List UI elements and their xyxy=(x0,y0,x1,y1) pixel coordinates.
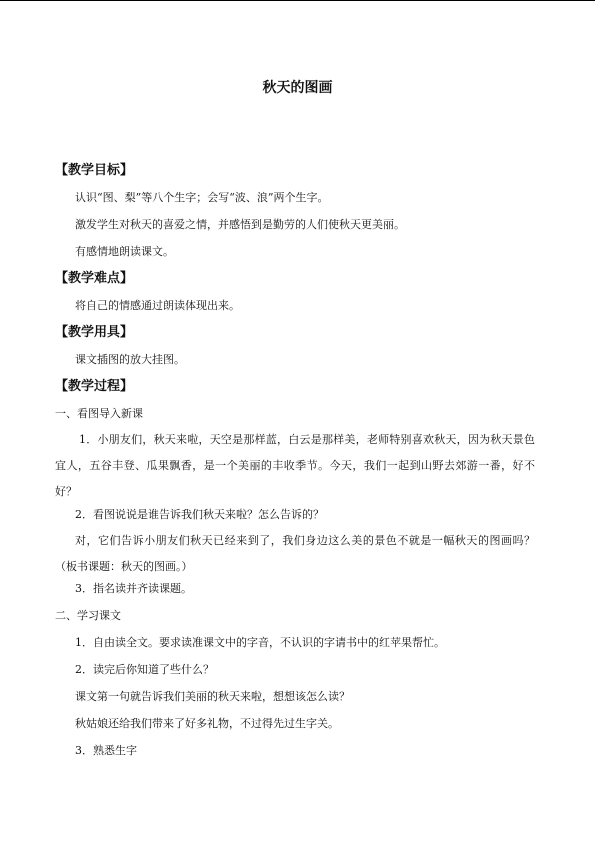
process-part2-paragraph-5: 3．熟悉生字 xyxy=(75,744,137,757)
top-border-line xyxy=(0,0,595,1)
process-part1-paragraph-2: 2．看图说说是谁告诉我们秋天来啦？怎么告诉的？ xyxy=(75,508,324,521)
goal-item-3: 有感情地朗读课文。 xyxy=(75,245,174,258)
process-part2-paragraph-3: 课文第一句就告诉我们美丽的秋天来啦，想想该怎么读？ xyxy=(75,690,350,703)
difficulty-item-1: 将自己的情感通过朗读体现出来。 xyxy=(75,299,240,312)
process-part1-title: 一、看图导入新课 xyxy=(55,407,143,420)
goal-item-1: 认识“图、梨”等八个生字；会写“波、浪”两个生字。 xyxy=(75,191,329,204)
process-part2-paragraph-1: 1．自由读全文。要求读准课文中的字音，不认识的字请书中的红苹果帮忙。 xyxy=(75,636,445,649)
heading-teaching-goals: 【教学目标】 xyxy=(55,163,134,178)
goal-item-2: 激发学生对秋天的喜爱之情，并感悟到是勤劳的人们使秋天更美丽。 xyxy=(75,218,405,231)
process-part1-paragraph-4: 3．指名读并齐读课题。 xyxy=(75,582,192,595)
process-part2-paragraph-2: 2．读完后你知道了些什么？ xyxy=(75,663,214,676)
document-title: 秋天的图画 xyxy=(262,80,333,96)
tool-item-1: 课文插图的放大挂图。 xyxy=(75,353,185,366)
heading-teaching-tools: 【教学用具】 xyxy=(55,325,134,340)
process-part2-title: 二、学习课文 xyxy=(55,609,121,622)
heading-teaching-difficulties: 【教学难点】 xyxy=(55,271,134,286)
process-part2-paragraph-4: 秋姑娘还给我们带来了好多礼物，不过得先过生字关。 xyxy=(75,717,339,730)
process-part1-paragraph-3: 对，它们告诉小朋友们秋天已经来到了，我们身边这么美的景色不就是一幅秋天的图画吗？（板书课题：秋天的图画。） xyxy=(55,534,535,573)
heading-teaching-process: 【教学过程】 xyxy=(55,379,134,394)
process-part1-paragraph-1: 1．小朋友们，秋天来啦，天空是那样蓝，白云是那样美，老师特别喜欢秋天，因为秋天景色宜人，五谷丰登、瓜果飘香，是一个美丽的丰收季节。今天，我们一起到山野去郊游一番，好不好？ xyxy=(55,433,535,498)
